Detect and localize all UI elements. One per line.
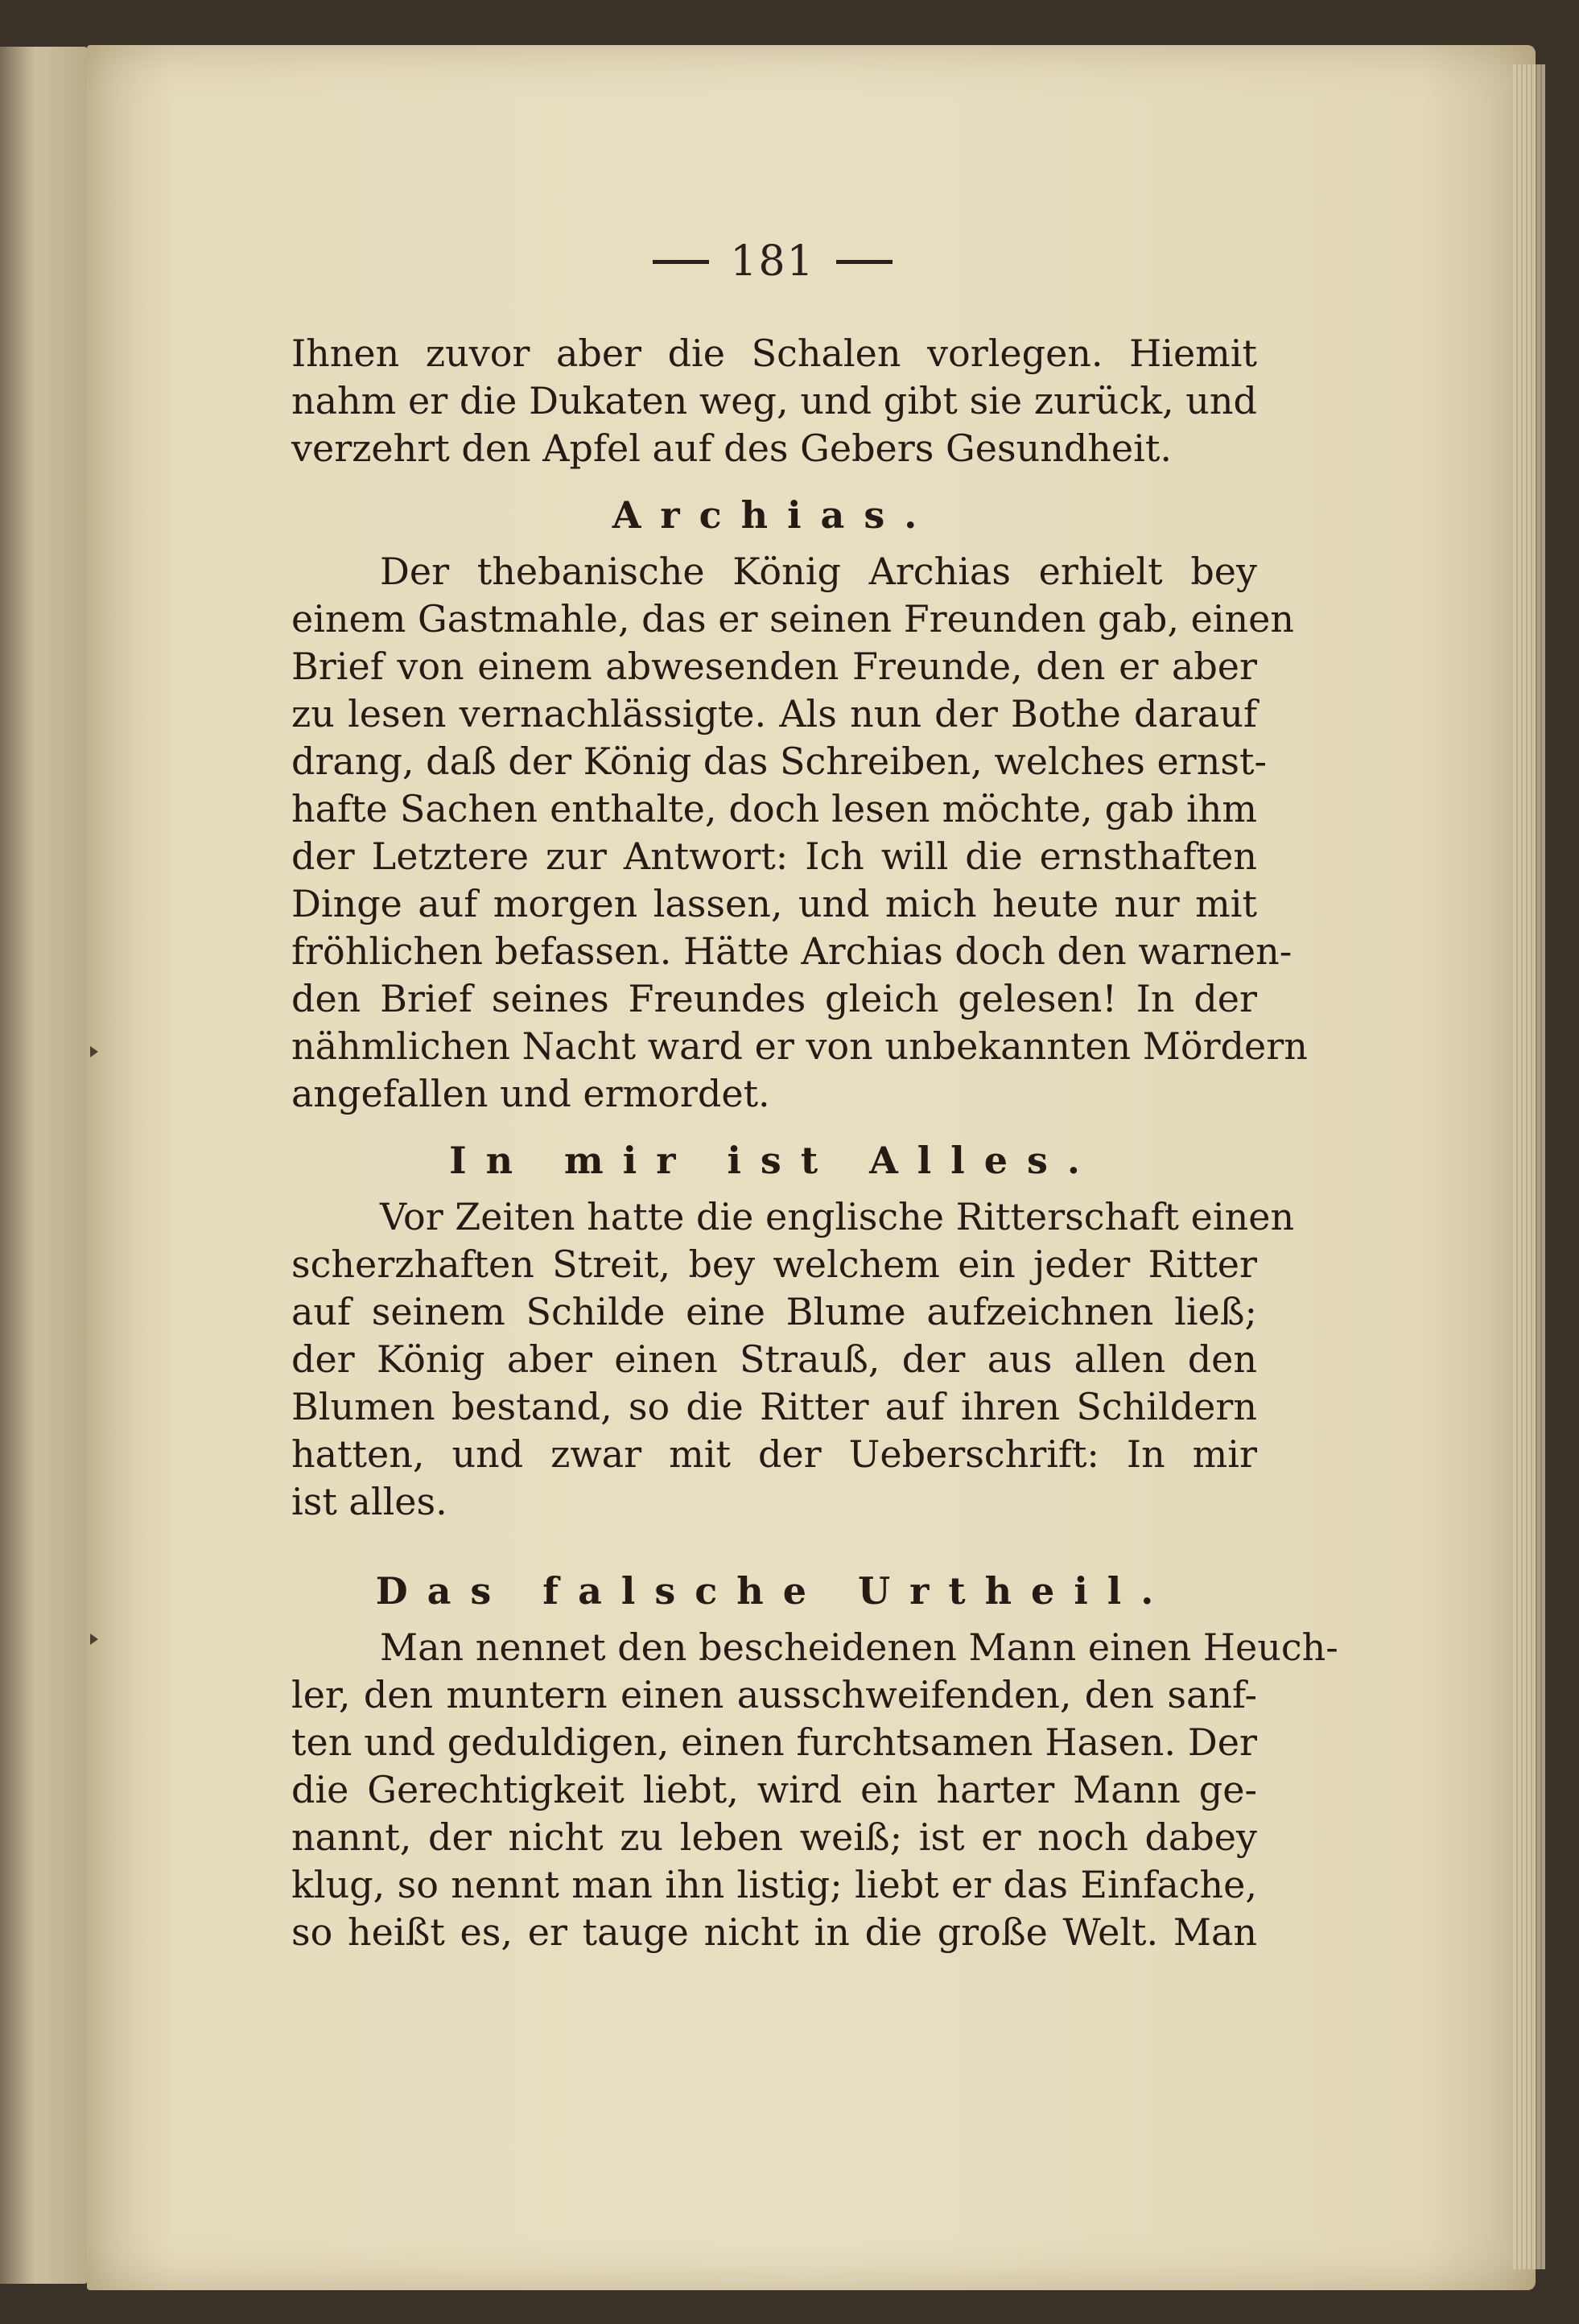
page-text: [291, 330, 1338, 1956]
page-stack-edge: [1513, 64, 1545, 2269]
text-line: nähmlichen Nacht ward er von unbekannten Mördern: [291, 1024, 1308, 1068]
text-line: der König aber einen Strauß, der aus allen den: [291, 1337, 1257, 1381]
text-line: fröhlichen befassen. Hätte Archias doch den warnen-: [291, 929, 1292, 973]
text-line: angefallen und ermordet.: [291, 1072, 770, 1115]
section-heading: Das falsche Urtheil.: [375, 1569, 1173, 1613]
text-line: ten und geduldigen, einen furchtsamen Hasen. Der: [291, 1720, 1257, 1764]
text-line: Ihnen zuvor aber die Schalen vorlegen. Hiemit: [291, 332, 1257, 375]
text-line: den Brief seines Freundes gleich gelesen! In der: [291, 977, 1257, 1020]
section-heading: In mir ist Alles.: [449, 1139, 1099, 1182]
spacer: [291, 1187, 1257, 1193]
spacer: [291, 472, 1257, 488]
text-line: einem Gastmahle, das er seinen Freunden gab, einen: [291, 597, 1294, 641]
header-dash-right: [836, 260, 893, 264]
text-line: verzehrt den Apfel auf des Gebers Gesundheit.: [291, 426, 1172, 470]
left-page-edge: [0, 47, 89, 2284]
text-line: nannt, der nicht zu leben weiß; ist er noch dabey: [291, 1815, 1257, 1859]
spacer: [291, 1617, 1257, 1624]
binding-thread-mark: [90, 1634, 98, 1645]
spacer: [291, 1118, 1257, 1134]
text-line: hatten, und zwar mit der Ueberschrift: In mir: [291, 1432, 1257, 1476]
text-line: Blumen bestand, so die Ritter auf ihren Schildern: [291, 1385, 1257, 1428]
binding-thread-mark: [90, 1046, 98, 1057]
page-header: [636, 233, 909, 290]
text-line: ist alles.: [291, 1480, 447, 1523]
text-line: ler, den muntern einen ausschweifenden, den sanf-: [291, 1673, 1257, 1716]
text-line: Dinge auf morgen lassen, und mich heute nur mit: [291, 882, 1257, 925]
text-line: hafte Sachen enthalte, doch lesen möchte, gab ihm: [291, 787, 1257, 830]
spacer: [291, 1526, 1257, 1564]
spacer: [291, 542, 1257, 548]
text-line: die Gerechtigkeit liebt, wird ein harter Mann ge-: [291, 1768, 1257, 1811]
text-line: Brief von einem abwesenden Freunde, den er aber: [291, 645, 1257, 688]
text-line: so heißt es, er tauge nicht in die große Welt. Man: [291, 1910, 1257, 1954]
text-line: scherzhaften Streit, bey welchem ein jeder Ritter: [291, 1242, 1257, 1286]
text-line: Vor Zeiten hatte die englische Ritterschaft einen: [380, 1195, 1295, 1238]
text-line: klug, so nennt man ihn listig; liebt er das Einfache,: [291, 1863, 1257, 1906]
text-line: der Letztere zur Antwort: Ich will die ernsthaften: [291, 834, 1257, 878]
section-heading: Archias.: [612, 493, 937, 537]
header-dash-left: [653, 260, 709, 264]
text-line: Der thebanische König Archias erhielt bey: [380, 550, 1257, 593]
text-line: Man nennet den bescheidenen Mann einen Heuch-: [380, 1626, 1338, 1669]
page-number: 181: [730, 237, 815, 286]
text-line: auf seinem Schilde eine Blume aufzeichnen ließ;: [291, 1290, 1257, 1333]
text-line: drang, daß der König das Schreiben, welches ernst-: [291, 740, 1267, 783]
text-line: nahm er die Dukaten weg, und gibt sie zurück, und: [291, 379, 1257, 422]
text-line: zu lesen vernachlässigte. Als nun der Bothe darauf: [291, 692, 1257, 736]
